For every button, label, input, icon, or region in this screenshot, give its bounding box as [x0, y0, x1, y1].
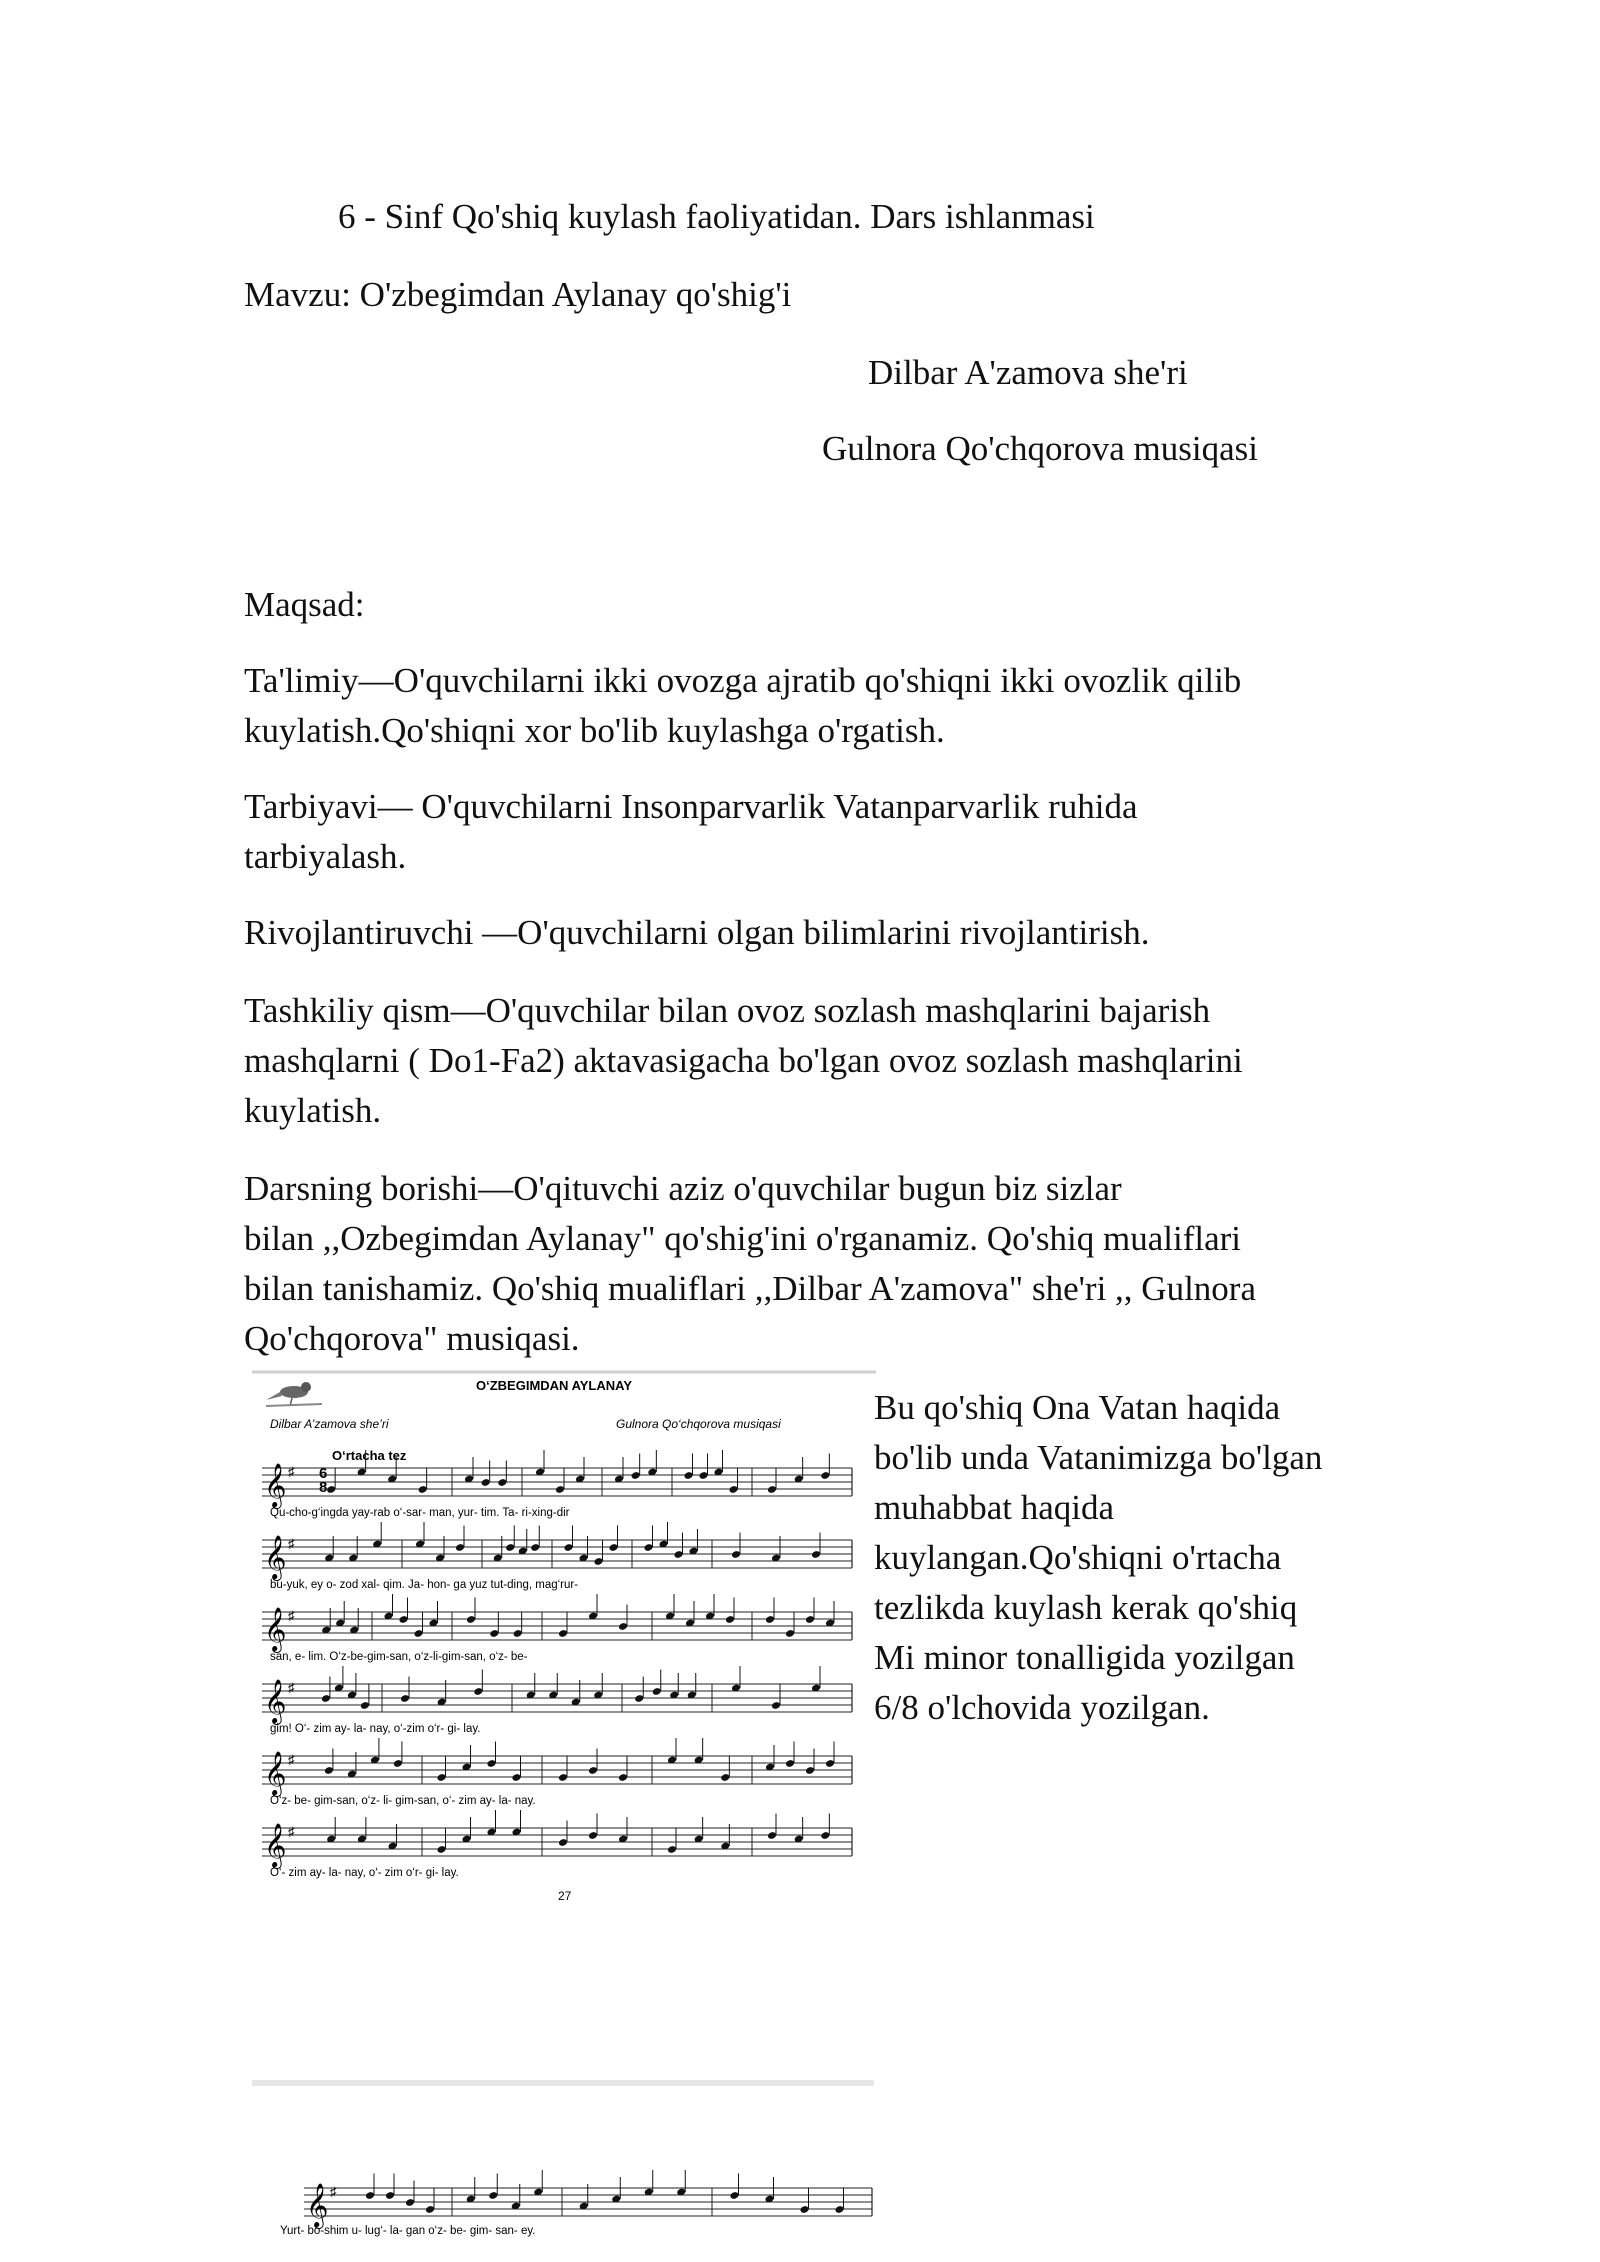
time-signature-bottom: 8	[319, 1479, 328, 1496]
lyrics-line: gim! O‘- zim ay- la- nay, o‘-zim o‘r- gi- lay.	[270, 1723, 481, 1735]
music-staff	[262, 1594, 852, 1653]
lyrics-line: Qu-cho-g‘ingda yay-rab o‘-sar- man, yur- tim. Ta- ri-xing-dir	[270, 1507, 570, 1519]
paragraph-line: mashqlarni ( Do1-Fa2) aktavasigacha bo'lgan ovoz sozlash mashqlarini	[244, 1041, 1243, 1080]
description-line: bo'lib unda Vatanimizga bo'lgan	[874, 1438, 1323, 1477]
paragraph-line: Tarbiyavi— O'quvchilarni Insonparvarlik Vatanparvarlik ruhida	[244, 787, 1138, 826]
description-line: 6/8 o'lchovida yozilgan.	[874, 1688, 1210, 1727]
sharp-sign-icon: ♯	[288, 1608, 295, 1623]
treble-clef-icon: 𝄞	[264, 1825, 287, 1867]
bird-icon	[266, 1382, 322, 1406]
goal-heading: Maqsad:	[244, 585, 365, 624]
paragraph-line: kuylatish.Qo'shiqni xor bo'lib kuylashga o'rgatish.	[244, 711, 945, 750]
music-staff	[262, 1522, 852, 1581]
description-line: muhabbat haqida	[874, 1488, 1115, 1527]
treble-clef-icon: 𝄞	[264, 1681, 287, 1723]
paragraph-line: Ta'limiy—O'quvchilarni ikki ovozga ajratib qo'shiqni ikki ovozlik qilib	[244, 661, 1242, 700]
lesson-flow-paragraph	[244, 1164, 1384, 1364]
treble-clef-icon: 𝄞	[306, 2185, 329, 2227]
sheet-music-image	[252, 1370, 876, 1990]
score-poet: Dilbar A’zamova she’ri	[270, 1417, 389, 1431]
sharp-sign-icon: ♯	[288, 1824, 295, 1839]
score-page-number: 27	[558, 1889, 572, 1903]
paragraph-line: Darsning borishi—O'qituvchi aziz o'quvchilar bugun biz sizlar	[244, 1169, 1122, 1208]
description-line: kuylangan.Qo'shiqni o'rtacha	[874, 1538, 1282, 1577]
sharp-sign-icon: ♯	[288, 1752, 295, 1767]
description-line: Mi minor tonalligida yozilgan	[874, 1638, 1295, 1677]
treble-clef-icon: 𝄞	[264, 1465, 287, 1507]
time-signature-top: 6	[319, 1465, 328, 1482]
lyrics-line: Yurt- bo-shim u- lug‘- la- gan o‘z- be- gim- san- ey.	[280, 2225, 536, 2237]
music-staff	[262, 1810, 852, 1869]
sharp-sign-icon: ♯	[288, 1536, 295, 1551]
document-title: 6 - Sinf Qo'shiq kuylash faoliyatidan. Dars ishlanmasi	[338, 197, 1095, 236]
paragraph-line: bilan ,,Ozbegimdan Aylanay" qo'shig'ini o'rganamiz. Qo'shiq mualiflari	[244, 1219, 1241, 1258]
paragraph-line: tarbiyalash.	[244, 837, 407, 876]
image-divider	[252, 2080, 874, 2086]
sharp-sign-icon: ♯	[288, 1680, 295, 1695]
educational-goal-paragraph	[244, 656, 1384, 756]
paragraph-line: Rivojlantiruvchi —O'quvchilarni olgan bilimlarini rivojlantirish.	[244, 913, 1150, 952]
treble-clef-icon: 𝄞	[264, 1537, 287, 1579]
paragraph-line: bilan tanishamiz. Qo'shiq mualiflari ,,Dilbar A'zamova" she'ri ,, Gulnora	[244, 1269, 1256, 1308]
treble-clef-icon: 𝄞	[264, 1609, 287, 1651]
music-staff	[262, 1666, 852, 1725]
lyrics-line: bu-yuk, ey o- zod xal- qim. Ja- hon- ga yuz tut-ding, mag‘rur-	[270, 1579, 579, 1591]
topic-line: Mavzu: O'zbegimdan Aylanay qo'shig'i	[244, 275, 792, 314]
lyrics-line: san, e- lim. O‘z-be-gim-san, o‘z-li-gim-san, o‘z- be-	[270, 1651, 528, 1663]
sheet-music-continuation	[252, 2110, 876, 2240]
music-staff	[304, 2170, 872, 2229]
description-line: tezlikda kuylash kerak qo'shiq	[874, 1588, 1298, 1627]
music-author: Gulnora Qo'chqorova musiqasi	[822, 429, 1258, 468]
paragraph-line: Tashkiliy qism—O'quvchilar bilan ovoz sozlash mashqlarini bajarish	[244, 991, 1211, 1030]
song-description	[874, 1383, 1322, 1733]
organizational-part-paragraph	[244, 986, 1384, 1136]
music-staff	[262, 1738, 852, 1797]
paragraph-line: Qo'chqorova" musiqasi.	[244, 1319, 580, 1358]
lyrics-line: O‘- zim ay- la- nay, o‘- zim o‘r- gi- lay.	[270, 1867, 459, 1879]
score-title: O‘ZBEGIMDAN AYLANAY	[476, 1378, 633, 1393]
tempo-marking: O‘rtacha tez	[332, 1448, 407, 1463]
lyrics-line: O‘z- be- gim-san, o‘z- li- gim-san, o‘- zim ay- la- nay.	[270, 1795, 536, 1807]
sharp-sign-icon: ♯	[330, 2184, 337, 2199]
upbringing-goal-paragraph	[244, 782, 1384, 882]
sharp-sign-icon: ♯	[288, 1464, 295, 1479]
score-composer: Gulnora Qo‘chqorova musiqasi	[616, 1417, 781, 1431]
development-goal-paragraph	[244, 908, 1384, 958]
poem-author: Dilbar A'zamova she'ri	[868, 353, 1188, 392]
treble-clef-icon: 𝄞	[264, 1753, 287, 1795]
description-line: Bu qo'shiq Ona Vatan haqida	[874, 1388, 1281, 1427]
paragraph-line: kuylatish.	[244, 1091, 382, 1130]
